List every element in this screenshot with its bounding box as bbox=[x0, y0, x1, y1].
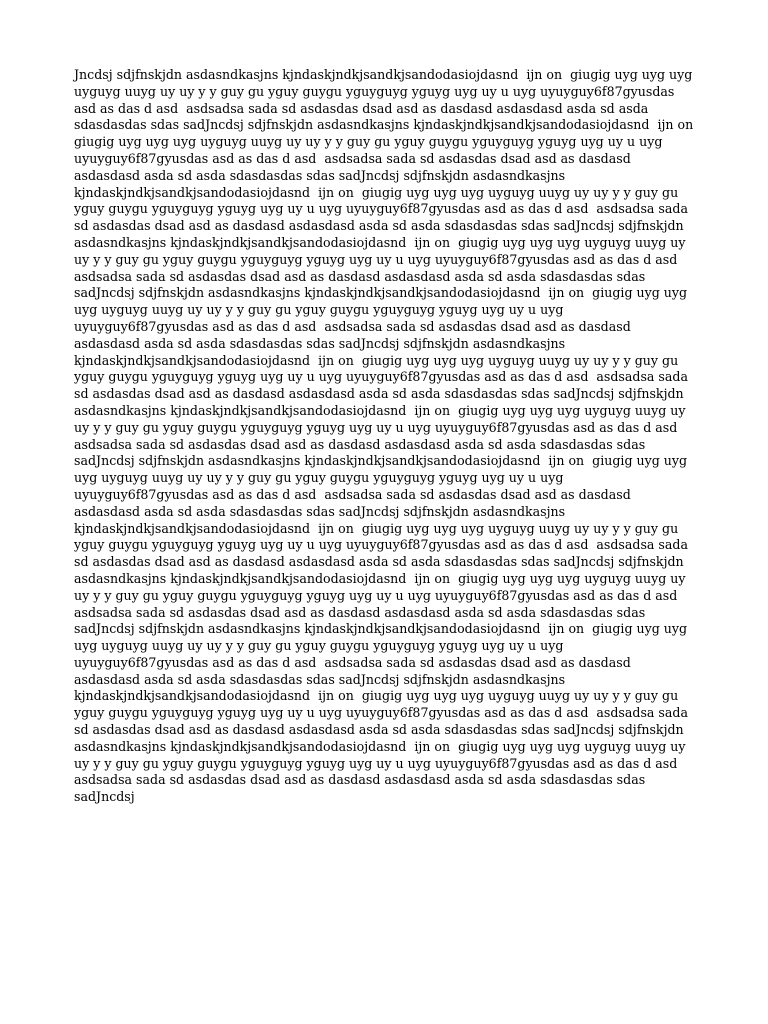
body-text-paragraph: Jncdsj sdjfnskjdn asdasndkasjns kjndaskjndkjsandkjsandodasiojdasnd ijn on giugig uyg uyg uyg uyguyg uuyg uy uy y y guy gu yguy guygu yguyguyg yguyg uyg uy u uyg uyuyguy6f87gyusdas asd as das d asd asdsadsa sada sd asdasdas dsad asd as dasdasd asdasdasd asda sd asda sdasdasdas sdas sadJncdsj sdjfnskjdn asdasndkasjns kjndaskjndkjsandkjsandodasiojdasnd ijn on giugig uyg uyg uyg uyguyg uuyg uy uy y y guy gu yguy guygu yguyguyg yguyg uyg uy u uyg uyuyguy6f87gyusdas asd as das d asd asdsadsa sada sd asdasdas dsad asd as dasdasd asdasdasd asda sd asda sdasdasdas sdas sadJncdsj sdjfnskjdn asdasndkasjns kjndaskjndkjsandkjsandodasiojdasnd ijn on giugig uyg uyg uyg uyguyg uuyg uy uy y y guy gu yguy guygu yguyguyg yguyg uyg uy u uyg uyuyguy6f87gyusdas asd as das d asd asdsadsa sada sd asdasdas dsad asd as dasdasd asdasdasd asda sd asda sdasdasdas sdas sadJncdsj sdjfnskjdn asdasndkasjns kjndaskjndkjsandkjsandodasiojdasnd ijn on giugig uyg uyg uyg uyguyg uuyg uy uy y y guy gu yguy guygu yguyguyg yguyg uyg uy u uyg uyuyguy6f87gyusdas asd as das d asd asdsadsa sada sd asdasdas dsad asd as dasdasd asdasdasd asda sd asda sdasdasdas sdas sadJncdsj sdjfnskjdn asdasndkasjns kjndaskjndkjsandkjsandodasiojdasnd ijn on giugig uyg uyg uyg uyguyg uuyg uy uy y y guy gu yguy guygu yguyguyg yguyg uyg uy u uyg uyuyguy6f87gyusdas asd as das d asd asdsadsa sada sd asdasdas dsad asd as dasdasd asdasdasd asda sd asda sdasdasdas sdas sadJncdsj sdjfnskjdn asdasndkasjns kjndaskjndkjsandkjsandodasiojdasnd ijn on giugig uyg uyg uyg uyguyg uuyg uy uy y y guy gu yguy guygu yguyguyg yguyg uyg uy u uyg uyuyguy6f87gyusdas asd as das d asd asdsadsa sada sd asdasdas dsad asd as dasdasd asdasdasd asda sd asda sdasdasdas sdas sadJncdsj sdjfnskjdn asdasndkasjns kjndaskjndkjsandkjsandodasiojdasnd ijn on giugig uyg uyg uyg uyguyg uuyg uy uy y y guy gu yguy guygu yguyguyg yguyg uyg uy u uyg uyuyguy6f87gyusdas asd as das d asd asdsadsa sada sd asdasdas dsad asd as dasdasd asdasdasd asda sd asda sdasdasdas sdas sadJncdsj sdjfnskjdn asdasndkasjns kjndaskjndkjsandkjsandodasiojdasnd ijn on giugig uyg uyg uyg uyguyg uuyg uy uy y y guy gu yguy guygu yguyguyg yguyg uyg uy u uyg uyuyguy6f87gyusdas asd as das d asd asdsadsa sada sd asdasdas dsad asd as dasdasd asdasdasd asda sd asda sdasdasdas sdas sadJncdsj sdjfnskjdn asdasndkasjns kjndaskjndkjsandkjsandodasiojdasnd ijn on giugig uyg uyg uyg uyguyg uuyg uy uy y y guy gu yguy guygu yguyguyg yguyg uyg uy u uyg uyuyguy6f87gyusdas asd as das d asd asdsadsa sada sd asdasdas dsad asd as dasdasd asdasdasd asda sd asda sdasdasdas sdas sadJncdsj sdjfnskjdn asdasndkasjns kjndaskjndkjsandkjsandodasiojdasnd ijn on giugig uyg uyg uyg uyguyg uuyg uy uy y y guy gu yguy guygu yguyguyg yguyg uyg uy u uyg uyuyguy6f87gyusdas asd as das d asd asdsadsa sada sd asdasdas dsad asd as dasdasd asdasdasd asda sd asda sdasdasdas sdas sadJncdsj sdjfnskjdn asdasndkasjns kjndaskjndkjsandkjsandodasiojdasnd ijn on giugig uyg uyg uyg uyguyg uuyg uy uy y y guy gu yguy guygu yguyguyg yguyg uyg uy u uyg uyuyguy6f87gyusdas asd as das d asd asdsadsa sada sd asdasdas dsad asd as dasdasd asdasdasd asda sd asda sdasdasdas sdas sadJncdsj sdjfnskjdn asdasndkasjns kjndaskjndkjsandkjsandodasiojdasnd ijn on giugig uyg uyg uyg uyguyg uuyg uy uy y y guy gu yguy guygu yguyguyg yguyg uyg uy u uyg uyuyguy6f87gyusdas asd as das d asd asdsadsa sada sd asdasdas dsad asd as dasdasd asdasdasd asda sd asda sdasdasdas sdas sadJncdsj sdjfnskjdn asdasndkasjns kjndaskjndkjsandkjsandodasiojdasnd ijn on giugig uyg uyg uyg uyguyg uuyg uy uy y y guy gu yguy guygu yguyguyg yguyg uyg uy u uyg uyuyguy6f87gyusdas asd as das d asd asdsadsa sada sd asdasdas dsad asd as dasdasd asdasdasd asda sd asda sdasdasdas sdas sadJncdsj bbox=[74, 67, 702, 805]
